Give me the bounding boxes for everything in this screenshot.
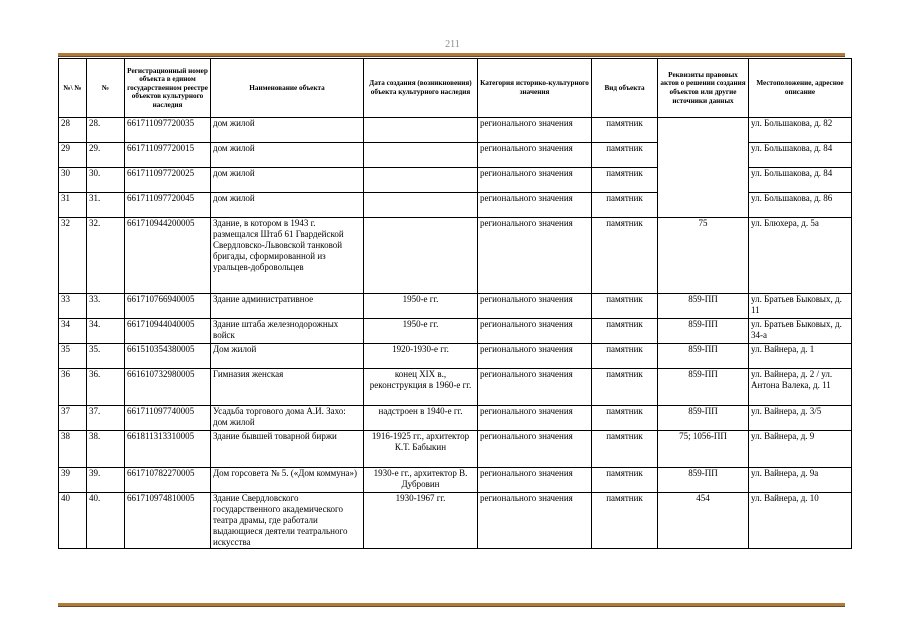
cell-index: 33 [59,294,87,319]
cell-index: 30 [59,168,87,193]
header-object-kind: Вид объекта [592,59,658,118]
cell-address: ул. Братьев Быковых, д. 34-а [749,319,852,344]
heritage-objects-table [58,58,852,549]
cell-number: 35. [87,344,125,369]
cell-creation-date: 1920-1930-е гг. [364,344,478,369]
cell-index: 40 [59,493,87,549]
cell-object-name: Усадьба торгового дома А.И. Захо: дом жилой [211,406,364,431]
cell-object-name: Здание Свердловского государственного академического театра драмы, где работали выдающиеся деятели театрального искусства [211,493,364,549]
cell-object-name: Здание административное [211,294,364,319]
cell-registration-number: 661811313310005 [125,431,211,468]
cell-legal-acts: 454 [658,493,749,549]
cell-address: ул. Большакова, д. 84 [749,168,852,193]
cell-category: регионального значения [478,406,592,431]
header-address: Местоположение, адресное описание [749,59,852,118]
cell-index: 29 [59,143,87,168]
cell-object-name: дом жилой [211,193,364,218]
cell-creation-date: 1930-е гг., архитектор В. Дубровин [364,468,478,493]
table-row [59,319,852,344]
cell-address: ул. Вайнера, д. 9 [749,431,852,468]
cell-creation-date: 1950-е гг. [364,319,478,344]
cell-registration-number: 661710944200005 [125,218,211,294]
cell-address: ул. Вайнера, д. 9а [749,468,852,493]
cell-legal-acts [658,143,749,168]
cell-registration-number: 661710766940005 [125,294,211,319]
header-object-name: Наименование объекта [211,59,364,118]
table-row [59,218,852,294]
cell-object-kind: памятник [592,431,658,468]
header-index: №\ № [59,59,87,118]
cell-number: 29. [87,143,125,168]
cell-creation-date [364,118,478,143]
table-row [59,294,852,319]
cell-legal-acts: 75 [658,218,749,294]
header-registration: Регистрационный номер объекта в едином государственном реестре объектов культурного наследия [125,59,211,118]
cell-legal-acts: 859-ПП [658,319,749,344]
cell-registration-number: 661711097720025 [125,168,211,193]
cell-category: регионального значения [478,493,592,549]
cell-legal-acts: 859-ПП [658,406,749,431]
cell-category: регионального значения [478,431,592,468]
header-category: Категория историко-культурного значения [478,59,592,118]
cell-index: 38 [59,431,87,468]
cell-address: ул. Вайнера, д. 3/5 [749,406,852,431]
cell-number: 37. [87,406,125,431]
table-row [59,493,852,549]
cell-object-name: Здание штаба железнодорожных войск [211,319,364,344]
header-creation-date: Дата создания (возникновения) объекта культурного наследия [364,59,478,118]
cell-number: 30. [87,168,125,193]
cell-number: 36. [87,369,125,406]
cell-registration-number: 661710944040005 [125,319,211,344]
cell-legal-acts [658,193,749,218]
cell-object-kind: памятник [592,193,658,218]
cell-object-kind: памятник [592,218,658,294]
header-number: № [87,59,125,118]
cell-registration-number: 661510354380005 [125,344,211,369]
cell-object-kind: памятник [592,294,658,319]
header-legal-acts: Реквизиты правовых актов о решении создания объектов или другие источники данных [658,59,749,118]
cell-category: регионального значения [478,369,592,406]
cell-creation-date [364,193,478,218]
cell-address: ул. Братьев Быковых, д. 11 [749,294,852,319]
cell-number: 34. [87,319,125,344]
cell-object-kind: памятник [592,406,658,431]
table-row [59,468,852,493]
cell-creation-date: 1930-1967 гг. [364,493,478,549]
cell-number: 33. [87,294,125,319]
cell-object-kind: памятник [592,369,658,406]
cell-index: 31 [59,193,87,218]
cell-registration-number: 661710782270005 [125,468,211,493]
cell-category: регионального значения [478,168,592,193]
table-row [59,406,852,431]
cell-category: регионального значения [478,294,592,319]
cell-object-kind: памятник [592,493,658,549]
cell-object-name: Дом жилой [211,344,364,369]
cell-object-kind: памятник [592,344,658,369]
cell-object-kind: памятник [592,319,658,344]
cell-registration-number: 661710974810005 [125,493,211,549]
cell-legal-acts: 859-ПП [658,369,749,406]
cell-index: 28 [59,118,87,143]
cell-index: 34 [59,319,87,344]
cell-object-name: Гимназия женская [211,369,364,406]
cell-address: ул. Большакова, д. 86 [749,193,852,218]
cell-number: 32. [87,218,125,294]
cell-number: 28. [87,118,125,143]
cell-category: регионального значения [478,143,592,168]
cell-number: 31. [87,193,125,218]
cell-address: ул. Большакова, д. 84 [749,143,852,168]
cell-legal-acts [658,118,749,143]
cell-index: 32 [59,218,87,294]
table-header-row [59,59,852,118]
cell-address: ул. Большакова, д. 82 [749,118,852,143]
footer-rule [58,603,845,607]
cell-legal-acts: 75; 1056-ПП [658,431,749,468]
cell-address: ул. Вайнера, д. 1 [749,344,852,369]
cell-object-kind: памятник [592,468,658,493]
table-row [59,431,852,468]
cell-object-name: Дом горсовета № 5. («Дом коммуна») [211,468,364,493]
cell-category: регионального значения [478,319,592,344]
cell-object-kind: памятник [592,168,658,193]
cell-legal-acts [658,168,749,193]
cell-creation-date: конец XIX в., реконструкция в 1960-е гг. [364,369,478,406]
table-row [59,118,852,143]
cell-index: 39 [59,468,87,493]
cell-object-name: Здание, в котором в 1943 г. размещался Штаб 61 Гвардейской Свердловско-Львовской танковой бригады, сформированной из уральцев-добровольцев [211,218,364,294]
table-row [59,369,852,406]
cell-creation-date [364,143,478,168]
cell-legal-acts: 859-ПП [658,344,749,369]
cell-object-kind: памятник [592,143,658,168]
cell-number: 39. [87,468,125,493]
cell-category: регионального значения [478,468,592,493]
cell-legal-acts: 859-ПП [658,294,749,319]
cell-category: регионального значения [478,344,592,369]
cell-address: ул. Вайнера, д. 2 / ул. Антона Валека, д. 11 [749,369,852,406]
cell-object-name: Здание бывшей товарной биржи [211,431,364,468]
cell-address: ул. Вайнера, д. 10 [749,493,852,549]
cell-object-name: дом жилой [211,143,364,168]
cell-creation-date: 1950-е гг. [364,294,478,319]
cell-number: 40. [87,493,125,549]
header-rule [58,53,845,57]
cell-registration-number: 661711097740005 [125,406,211,431]
cell-category: регионального значения [478,193,592,218]
cell-creation-date: надстроен в 1940-е гг. [364,406,478,431]
cell-legal-acts: 859-ПП [658,468,749,493]
page-number: 211 [445,39,460,50]
table-row [59,344,852,369]
cell-index: 36 [59,369,87,406]
cell-object-name: дом жилой [211,168,364,193]
table-row [59,193,852,218]
cell-address: ул. Блюхера, д. 5а [749,218,852,294]
cell-object-name: дом жилой [211,118,364,143]
cell-creation-date: 1916-1925 гг., архитектор К.Т. Бабыкин [364,431,478,468]
cell-registration-number: 661711097720035 [125,118,211,143]
cell-registration-number: 661610732980005 [125,369,211,406]
cell-registration-number: 661711097720045 [125,193,211,218]
table-row [59,143,852,168]
cell-registration-number: 661711097720015 [125,143,211,168]
cell-object-kind: памятник [592,118,658,143]
cell-category: регионального значения [478,218,592,294]
cell-number: 38. [87,431,125,468]
cell-category: регионального значения [478,118,592,143]
cell-index: 35 [59,344,87,369]
cell-creation-date [364,218,478,294]
cell-creation-date [364,168,478,193]
table-row [59,168,852,193]
cell-index: 37 [59,406,87,431]
